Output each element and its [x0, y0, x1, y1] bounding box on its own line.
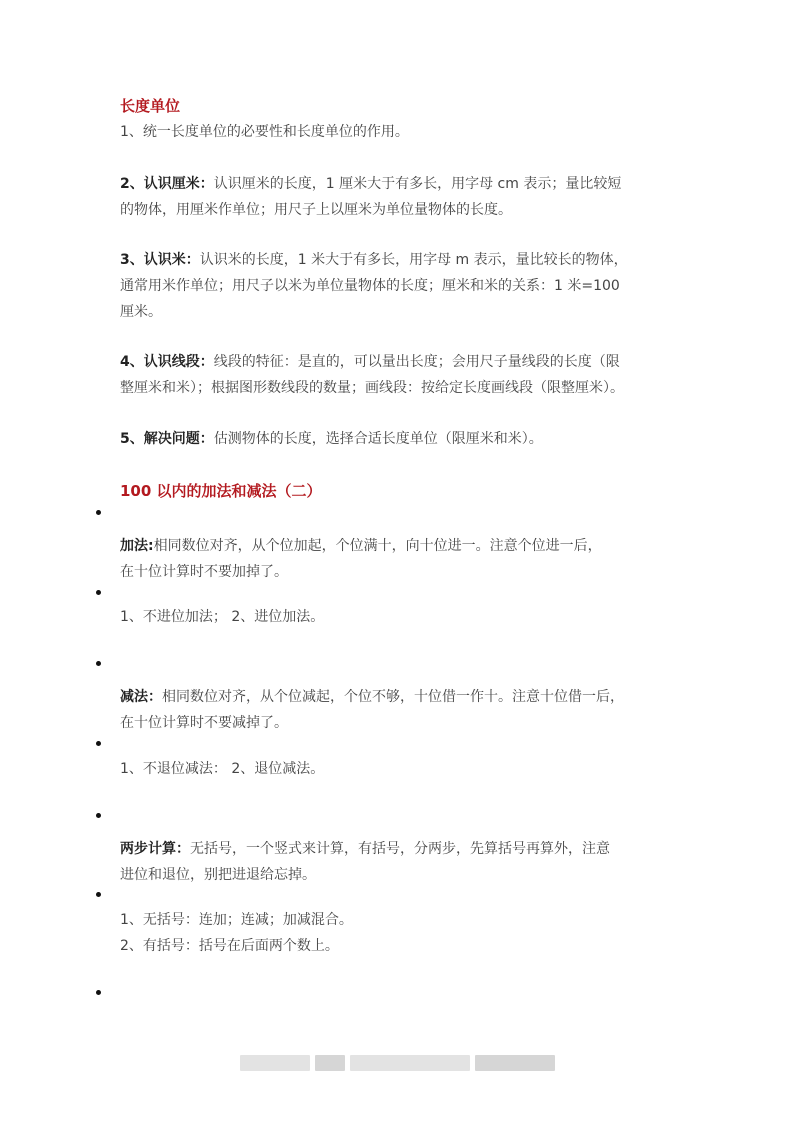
- section-title-length-units: 长度单位: [120, 97, 181, 115]
- paragraph-text: 认识米的长度，1 米大于有多长，用字母 m 表示，量比较长的物体，: [199, 252, 628, 268]
- paragraph-text: 进位和退位，别把进退给忘掉。: [120, 867, 316, 883]
- paragraph-text: 通常用米作单位；用尺子以米为单位量物体的长度；厘米和米的关系：1 米=100: [120, 278, 620, 294]
- bullet-icon: [96, 813, 101, 818]
- paragraph-text: 相同数位对齐，从个位加起，个位满十，向十位进一。注意个位进一后，: [153, 538, 602, 554]
- paragraph-1: [120, 119, 680, 145]
- paragraph-text: 估测物体的长度，选择合适长度单位（限厘米和米）。: [213, 431, 543, 447]
- bullet-icon: [96, 661, 101, 666]
- paragraph-label: 减法：: [120, 689, 162, 705]
- paragraph-label: 2、认识厘米：: [120, 176, 214, 192]
- paragraph-text: 1、不进位加法； 2、进位加法。: [120, 609, 325, 625]
- footer-watermark: [240, 1055, 310, 1071]
- paragraph-text: 在十位计算时不要减掉了。: [120, 715, 288, 731]
- paragraph-5-problem-solving: [120, 426, 680, 452]
- footer-watermark: [350, 1055, 470, 1071]
- paragraph-addition-types: [120, 604, 680, 630]
- paragraph-text: 线段的特征：是直的，可以量出长度；会用尺子量线段的长度（限: [213, 354, 620, 370]
- paragraph-text: 1、不退位减法： 2、退位减法。: [120, 761, 325, 777]
- paragraph-text: 1、无括号：连加；连减；加减混合。: [120, 912, 353, 928]
- paragraph-label: 两步计算：: [120, 841, 190, 857]
- paragraph-text: 认识厘米的长度，1 厘米大于有多长，用字母 cm 表示；量比较短: [213, 176, 622, 192]
- paragraph-label: 加法:: [120, 538, 154, 554]
- paragraph-text: 厘米。: [120, 304, 162, 320]
- paragraph-text: 1、统一长度单位的必要性和长度单位的作用。: [120, 124, 409, 140]
- paragraph-label: 5、解决问题：: [120, 431, 214, 447]
- section-title-addition-subtraction: 100 以内的加法和减法（二）: [120, 482, 322, 500]
- paragraph-text: 的物体，用厘米作单位；用尺子上以厘米为单位量物体的长度。: [120, 202, 512, 218]
- bullet-icon: [96, 741, 101, 746]
- paragraph-2-centimeter: [120, 171, 680, 223]
- paragraph-text: 在十位计算时不要加掉了。: [120, 564, 288, 580]
- footer-watermark: [475, 1055, 555, 1071]
- bullet-icon: [96, 590, 101, 595]
- paragraph-text: 无括号，一个竖式来计算，有括号，分两步，先算括号再算外，注意: [190, 841, 610, 857]
- paragraph-4-line-segment: [120, 349, 680, 401]
- paragraph-3-meter: [120, 247, 680, 325]
- paragraph-text: 相同数位对齐，从个位减起，个位不够，十位借一作十。注意十位借一后，: [162, 689, 624, 705]
- paragraph-text: 2、有括号：括号在后面两个数上。: [120, 938, 339, 954]
- paragraph-two-step-types: [120, 907, 680, 959]
- paragraph-subtraction-types: [120, 756, 680, 782]
- paragraph-two-step: [120, 836, 680, 888]
- paragraph-addition: [120, 533, 680, 585]
- footer-watermark: [315, 1055, 345, 1071]
- paragraph-label: 4、认识线段：: [120, 354, 214, 370]
- paragraph-text: 整厘米和米）；根据图形数线段的数量；画线段：按给定长度画线段（限整厘米）。: [120, 380, 624, 396]
- bullet-icon: [96, 510, 101, 515]
- paragraph-subtraction: [120, 684, 680, 736]
- paragraph-label: 3、认识米：: [120, 252, 200, 268]
- bullet-icon: [96, 990, 101, 995]
- bullet-icon: [96, 892, 101, 897]
